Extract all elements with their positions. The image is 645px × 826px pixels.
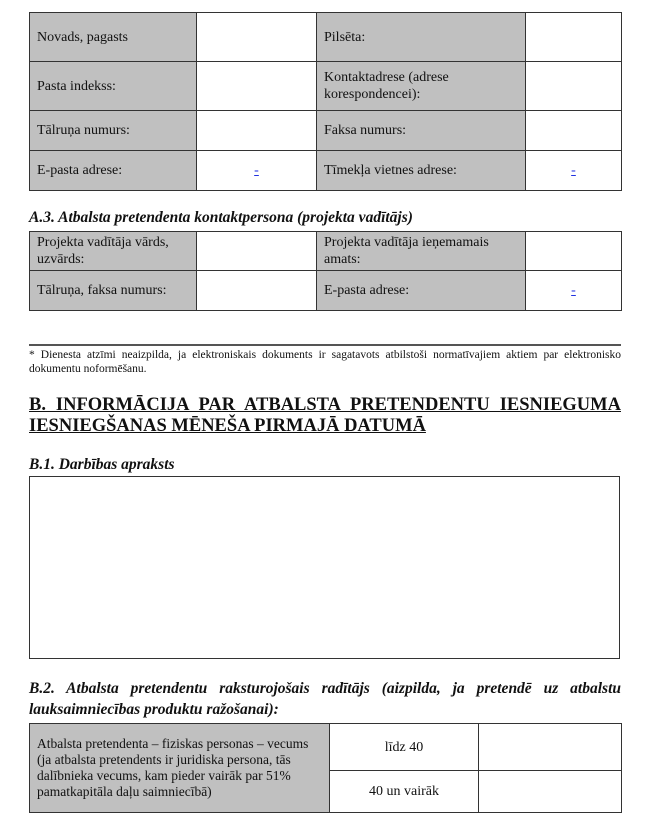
- table-row: [30, 232, 622, 271]
- table-row: [30, 724, 622, 771]
- kontaktadrese-field[interactable]: [526, 62, 622, 111]
- talrunis-fakss-field[interactable]: [197, 271, 317, 311]
- age-option-under-40: līdz 40: [330, 724, 479, 771]
- age-40-plus-field[interactable]: [479, 771, 622, 813]
- table-row: [30, 13, 622, 62]
- label-timekla-vietne: Tīmekļa vietnes adrese:: [317, 151, 526, 191]
- timekla-vietne-link[interactable]: -: [526, 151, 622, 191]
- table-row: [30, 62, 622, 111]
- label-kontaktadrese: Kontaktadrese (adrese korespondencei):: [317, 62, 526, 111]
- footnote: * Dienesta atzīmi neaizpilda, ja elektroniskais dokuments ir sagatavots atbilstoši normatīvajiem aktiem par elektronisko dokumentu noformēšanu.: [29, 349, 621, 375]
- age-label: Atbalsta pretendenta – fiziskas personas – vecums (ja atbalsta pretendents ir juridiska persona, tās dalībnieka vecums, kam pieder vairāk par 51% pamatkapitāla daļu saimniecībā): [30, 724, 330, 813]
- section-b-heading: B. INFORMĀCIJA PAR ATBALSTA PRETENDENTU IESNIEGUMA IESNIEGŠANAS MĒNEŠA PIRMAJĀ DATUMĀ: [29, 395, 621, 436]
- contact-info-table: [29, 12, 622, 191]
- b2-heading: B.2. Atbalsta pretendentu raksturojošais radītājs (aizpilda, ja pretendē uz atbalstu lauksaimniecības produktu ražošanai):: [29, 680, 621, 718]
- label-kontakt-epasts: E-pasta adrese:: [317, 271, 526, 311]
- table-row: [30, 151, 622, 191]
- epasts-link[interactable]: -: [197, 151, 317, 191]
- label-talrunis-fakss: Tālruņa, faksa numurs:: [30, 271, 197, 311]
- label-pilseta: Pilsēta:: [317, 13, 526, 62]
- label-novads: Novads, pagasts: [30, 13, 197, 62]
- pilseta-field[interactable]: [526, 13, 622, 62]
- activity-description-field[interactable]: [29, 476, 620, 659]
- novads-field[interactable]: [197, 13, 317, 62]
- footnote-divider: [29, 344, 621, 346]
- table-row: [30, 271, 622, 311]
- a3-heading: A.3. Atbalsta pretendenta kontaktpersona (projekta vadītājs): [29, 209, 413, 226]
- label-talrunis: Tālruņa numurs:: [30, 111, 197, 151]
- contact-person-table: [29, 231, 622, 311]
- talrunis-field[interactable]: [197, 111, 317, 151]
- fakss-field[interactable]: [526, 111, 622, 151]
- amats-field[interactable]: [526, 232, 622, 271]
- age-under-40-field[interactable]: [479, 724, 622, 771]
- table-row: [30, 111, 622, 151]
- label-amats: Projekta vadītāja ieņemamais amats:: [317, 232, 526, 271]
- label-vards-uzvards: Projekta vadītāja vārds, uzvārds:: [30, 232, 197, 271]
- age-option-40-plus: 40 un vairāk: [330, 771, 479, 813]
- label-fakss: Faksa numurs:: [317, 111, 526, 151]
- pasta-indekss-field[interactable]: [197, 62, 317, 111]
- vards-uzvards-field[interactable]: [197, 232, 317, 271]
- label-epasts: E-pasta adrese:: [30, 151, 197, 191]
- b1-heading: B.1. Darbības apraksts: [29, 456, 175, 473]
- kontakt-epasts-link[interactable]: -: [526, 271, 622, 311]
- applicant-age-table: [29, 723, 622, 813]
- label-pasta-indekss: Pasta indekss:: [30, 62, 197, 111]
